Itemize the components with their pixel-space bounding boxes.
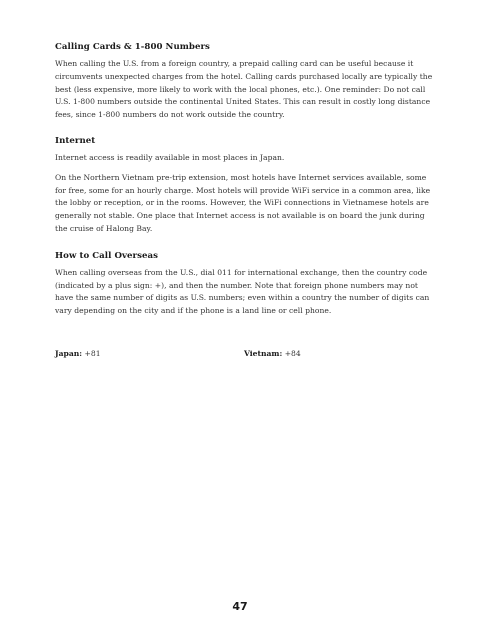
document-page [55, 41, 433, 332]
section-how-to-call-overseas [55, 250, 433, 318]
section-heading: How to Call Overseas [55, 250, 159, 261]
page-number: 47 [232, 600, 248, 613]
country-code-value: +84 [284, 349, 301, 358]
country-code-value: +81 [84, 349, 101, 358]
paragraph: On the Northern Vietnam pre-trip extension, most hotels have Internet services available, some for free, some for an hourly charge. Most hotels will provide WiFi service in a common area, like the lobby or reception, or in the rooms. However, the WiFi connections in Vietnamese hotels are generally not stable. One place that Internet access is not available is on board the junk during the cruise of Halong Bay. [55, 172, 431, 233]
section-calling-cards [55, 41, 433, 122]
paragraph: When calling overseas from the U.S., dial 011 for international exchange, then the country code (indicated by a plus sign: +), and then the number. Note that foreign phone numbers may not have the same number of digits as U.S. numbers; even within a country the number of digits can vary depending on the city and if the phone is a land line or cell phone. [55, 267, 430, 316]
country-code-japan [55, 348, 101, 360]
section-internet [55, 135, 433, 236]
section-heading: Internet [55, 135, 96, 146]
paragraph: When calling the U.S. from a foreign country, a prepaid calling card can be useful because it circumvents unexpected charges from the hotel. Calling cards purchased locally are typically the best (less expensive, more likely to work with the local phones, etc.). One reminder: Do not call U.S. 1-800 numbers outside the continental United States. This can result in costly long distance fees, since 1-800 numbers do not work outside the country. [55, 59, 433, 120]
section-heading: Calling Cards & 1-800 Numbers [55, 42, 210, 52]
country-code-vietnam [244, 348, 301, 360]
country-label: Japan: [55, 349, 83, 358]
paragraph: Internet access is readily available in most places in Japan. [55, 152, 285, 162]
country-label: Vietnam: [244, 349, 283, 358]
